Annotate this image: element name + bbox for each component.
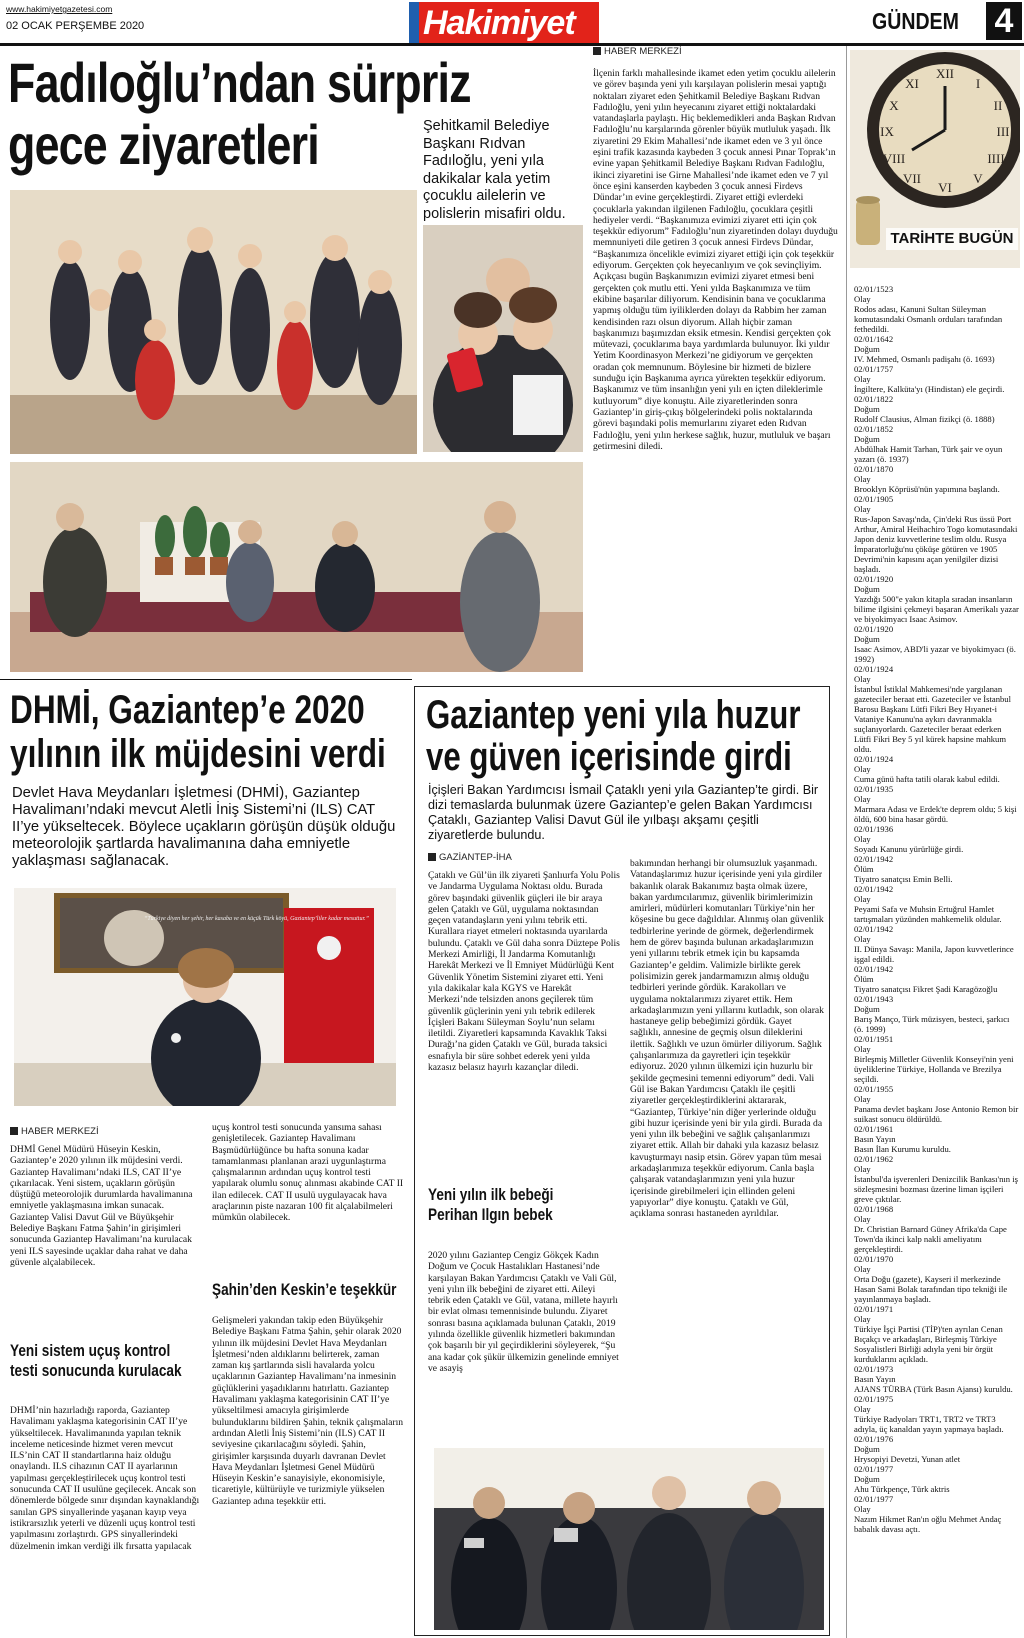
story2-sub1: Yeni sistem uçuş kontrol testi sonucunda kurulacak [10, 1341, 182, 1380]
history-entry-text: II. Dünya Savaşı: Manila, Japon kuvvetlerince işgal edildi. [854, 944, 1014, 964]
history-entry-type: Olay [854, 834, 871, 844]
website-url[interactable]: www.hakimiyetgazetesi.com [6, 4, 113, 14]
history-entry-date: 02/01/1977 [854, 1464, 894, 1474]
history-entry-type: Doğum [854, 1004, 880, 1014]
history-entry-date: 02/01/1973 [854, 1364, 894, 1374]
history-entry [854, 994, 1020, 1034]
logo-accent [409, 2, 419, 44]
story2-sub2: Şahin’den Keskin’e teşekkür [212, 1280, 397, 1299]
header-rule [0, 43, 1024, 46]
history-entry-text: Cuma günü hafta tatili olarak kabul edildi. [854, 774, 1000, 784]
photo-family-visit [10, 190, 417, 454]
history-entry-date: 02/01/1975 [854, 1394, 894, 1404]
history-entry-date: 02/01/1962 [854, 1154, 894, 1164]
history-entry-type: Olay [854, 1044, 871, 1054]
history-entry-text: Tiyatro sanatçısı Emin Belli. [854, 874, 953, 884]
history-entry [854, 1464, 1020, 1494]
sidebar-label: TARİHTE BUGÜN [886, 228, 1018, 250]
history-entry-type: Ölüm [854, 864, 874, 874]
svg-text:VIII: VIII [882, 151, 906, 166]
history-entry [854, 334, 1020, 364]
history-entry-text: Tiyatro sanatçısı Fikret Şadi Karagözoğlu [854, 984, 998, 994]
history-entry-date: 02/01/1642 [854, 334, 894, 344]
history-entry-date: 02/01/1968 [854, 1204, 894, 1214]
history-entry-type: Doğum [854, 404, 880, 414]
svg-text:VI: VI [938, 180, 952, 195]
story1-headline-line1: Fadıloğlu’ndan sürpriz [8, 51, 471, 114]
history-entry-type: Olay [854, 474, 871, 484]
history-entry-text: IV. Mehmed, Osmanlı padişahı (ö. 1693) [854, 354, 995, 364]
story3-col1: Çataklı ve Gül’ün ilk ziyareti Şanlıurfa Yolu Polis ve Jandarma Uygulama Noktası oldu. Burada görev başındaki güvenlik güçleri ile bir araya gelen Çataklı ve Gül, uygulama noktasından geçen vatandaşların yeni yılını tebrik etti. Kurallara riayet etmeleri noktasında uyarılarda bulundu. Çataklı ve Gül daha sonra Düztepe Polis Merkezi Amirliği, İl Jandarma Komutanlığı Harekât Merkezi ve İl Emniyet Müdürlüğü Kent Güvenlik Yönetim Sistemini ziyaret etti. Yeni yıla dakikalar kala KGYS ve Harekât Merkezi’nde telsizden anons geçilerek tüm güvenlik güçlerinin yeni yılı tebrik edilerek İçişleri Bakanı Süleyman Soylu’nun selamı iletildi. Ziyaretleri kapsamında Kavaklık Taksi Durağı’na giden Çataklı ve Gül, burada taksici esnafıyla bir süre sohbet ederek yeni yılda kazasız belasız hayırlı kazançlar diledi. [428, 870, 620, 1074]
svg-text:III: III [996, 124, 1010, 139]
history-entry-type: Doğum [854, 1444, 880, 1454]
story3-sub1: Yeni yılın ilk bebeği Perihan Ilgın bebek [428, 1185, 554, 1224]
history-entry-type: Olay [854, 1404, 871, 1414]
story3-col1b: 2020 yılını Gaziantep Cengiz Gökçek Kadın Doğum ve Çocuk Hastalıkları Hastanesi’nde karşılayan Bakan Yardımcısı Çataklı ve Vali Gül, yeni yılın ilk bebeğini de ziyaret etti. Aileyi tebrik eden Çataklı ve Gül, vatana, millete hayırlı bir evlat olması temennisinde bulundu. Ziyaret sonrası basına açıklamada bulunan Çataklı, 2019 yılında özellikle güvenlik hizmetleri bakımından çok başarılı bir yıl geçirdiklerini söyleyerek, “Şu ana kadar çok şükür ülkemizin genelinde emniyet ve asayiş [428, 1250, 619, 1374]
history-entry [854, 494, 1020, 574]
history-entry-type: Doğum [854, 634, 880, 644]
story1-headline-line2: gece ziyaretleri [8, 113, 319, 176]
history-entry-text: İngiltere, Kalküta'yı (Hindistan) ele geçirdi. [854, 384, 1005, 394]
history-entry-type: Olay [854, 1094, 871, 1104]
history-entry-date: 02/01/1822 [854, 394, 894, 404]
history-entry [854, 964, 1020, 994]
history-list [854, 284, 1020, 1638]
story2-col1b: DHMİ’nin hazırladığı raporda, Gaziantep Havalimanı yaklaşma kategorisinin CAT II’ye yükseltilecek. Havalimanında yapılan teknik inceleme neticesinde hizmet veren mevcut ILS’nin CAT II standartlarına haiz olduğu onaylandı. ILS cihazının CAT II ayarlarının yapılması gerçekleştirilecek uçuş kontrol testi sonucunda CAT II usulüne geçilecek. Ancak son dönemlerde bölgede sınır dışından kaynaklandığı sanılan GPS sinyallerinde yaşanan kayıp veya istikrarsızlık yeterli ve düzenli uçuş kontrol testi yapılmasını zorlaştırdı. GPS sinyallerindeki düzelmenin imkan verdiği ilk fırsatta yapılacak [10, 1405, 200, 1552]
story2-headline-line1: DHMİ, Gaziantep’e 2020 [10, 688, 365, 732]
history-entry-text: Birleşmiş Milletler Güvenlik Konseyi'nin yeni üyeliklerine Türkiye, Hollanda ve Brezilya seçildi. [854, 1054, 1014, 1084]
svg-text:IIII: IIII [987, 151, 1005, 166]
story1-deck: Şehitkamil Belediye Başkanı Rıdvan Fadıloğlu, yeni yıla dakikalar kala yetim çocuklu ailelerin ve polislerin misafiri oldu. [423, 118, 566, 222]
clock-illustration [850, 50, 1020, 268]
history-entry-type: Olay [854, 794, 871, 804]
history-entry [854, 1084, 1020, 1124]
issue-date: 02 OCAK PERŞEMBE 2020 [6, 20, 145, 32]
history-entry-date: 02/01/1757 [854, 364, 894, 374]
history-entry-text: Orta Doğu (gazete), Kayseri il merkezinde Hasan Sami Bolak tarafından tipo tekniği ile yayınlanmaya başladı. [854, 1274, 1008, 1304]
history-entry [854, 754, 1020, 784]
history-entry-date: 02/01/1852 [854, 424, 894, 434]
svg-text:IX: IX [880, 124, 894, 139]
history-entry-date: 02/01/1942 [854, 964, 894, 974]
history-entry-text: Basın İlan Kurumu kuruldu. [854, 1144, 951, 1154]
history-entry-text: İstanbul İstiklal Mahkemesi'nde yargılanan gazeteciler beraat etti. Gazeteciler ve İstanbul Barosu Başkanı Lütfi Fikri Bey Hıyanet-i Vataniye Kanunu'na aykırı davranmakla suçlanıyorlardı. Gazeteciler beraat ederken Lütfi Fikri Bey 5 yıl kürek hapsine mahkum oldu. [854, 684, 1011, 754]
history-entry [854, 624, 1020, 664]
history-entry-type: Olay [854, 1264, 871, 1274]
history-entry-type: Olay [854, 894, 871, 904]
history-entry-text: Soyadı Kanunu yürürlüğe girdi. [854, 844, 964, 854]
history-entry-text: Rus-Japon Savaşı'nda, Çin'deki Rus üssü Port Arthur, Amiral Heihachiro Togo komutasındaki Japon deniz kuvvetlerine teslim oldu. Rusya İmparatorluğu'nu çöküşe götüren ve 1905 Devrimi'nin kapısını açan yenilgiler dizisi başladı. [854, 514, 1018, 574]
history-entry [854, 1204, 1020, 1254]
story1-body: İlçenin farklı mahallesinde ikamet eden yetim çocuklu ailelerin ve görev başında yeni yılı karşılayan polislerin mesai yaptığı noktaları ziyaret eden Şehitkamil Belediye Başkanı Rıdvan Fadıloğlu, yeni yılın heyecanını ziyaret ettiği noktalardaki vatandaşlarla paylaştı. Hiç beklemedikleri anda Başkan Rıdvan Fadıloğlu’nu karşılarında görenler büyük mutluluk yaşadı. İlk ziyaretini 29 Ekim Mahallesi’nde ikamet eden ve 3 yıl önce eşini trafik kazasında kaybeden 3 çocuk annesi Pınar Toprak’ın evine yapan Şehitkamil Belediye Başkanı Rıdvan Fadıloğlu, ikinci ziyaretini ise Girne Mahallesi’nde ikamet eden ve 7 yıl önce eşini kanserden kaybeden 3 çocuk annesi Firdevs Dündar’ın evine gerçekleştirdi. Ziyaret ettiği evlerdeki çocuklarla yakından ilgilenen Fadıloğlu, çocuklara çeşitli hediyeler verdi. “Başkanımıza evimizi ziyaret etti için çok teşekkür ediyorum” Fadıloğlu’nun ziyaretinden dolayı duyduğu memnuniyeti dile getiren 3 çocuk annesi Firdevs Dündar, “Başkanımıza öncelikle evimizi ziyaret ettiği için çok teşekkür ediyorum. Gerçekten çok heyecanlıyım ve çok sevinçliyim. Açıkçası bugün Başkanımızın evimizi ziyaret etmesi beni gerçekten çok mutlu etti. Yeni yılda Başkanımıza ve tüm ekibine başarılar diliyorum. Kendisinin bana ve çocuklarıma yapmış olduğu tüm iyiliklerden dolayı da Rabbim her zaman kendisinden razı olsun diyorum. Allah hiçbir zaman başkanımızı başımızdan eksik etmesin. Kendisi gerçekten çok mütevazi, çocuklarıma baya yardımlarda bulunuyor. İki yıldır Yetim Koordinasyon Merkezi’ne gidiyorum ve gerçekten oradan çok memnunum. Böylesine bir hizmeti de bizlere sunduğu için Başkanıma ayrıca yürekten teşekkür ediyorum. Başkanımız ve tüm insanlığın yeni yılı en içten dileklerimle kutluyorum” diye konuştu. Aile ziyaretlerinden sonra Gaziantep’in giriş-çıkış bölgelerindeki polis noktalarında görevi başındaki polis memurlarını ziyaret eden Rıdvan Fadıloğlu, yeni yılın herkese sağlık, huzur, mutluluk ve başarı getirmesini diledi. [593, 68, 838, 452]
page-number: 4 [986, 2, 1022, 40]
story3-headline-line1: Gaziantep yeni yıla huzur [426, 693, 801, 737]
history-entry [854, 574, 1020, 624]
svg-text:XI: XI [905, 76, 919, 91]
history-entry [854, 854, 1020, 884]
history-entry-type: Ölüm [854, 974, 874, 984]
history-entry [854, 1364, 1020, 1394]
history-entry-type: Basın Yayın [854, 1134, 896, 1144]
history-entry-date: 02/01/1943 [854, 994, 894, 1004]
history-entry-text: Barış Manço, Türk müzisyen, besteci, şarkıcı (ö. 1999) [854, 1014, 1010, 1034]
history-entry-type: Olay [854, 374, 871, 384]
logo-text: Hakimiyet [423, 4, 575, 42]
history-entry [854, 884, 1020, 924]
history-entry [854, 464, 1020, 494]
history-entry-text: Marmara Adası ve Erdek'te deprem oldu; 5 kişi öldü, 600 bina hasar gördü. [854, 804, 1017, 824]
history-entry-type: Olay [854, 504, 871, 514]
history-entry [854, 1154, 1020, 1204]
photo-selfie [423, 225, 583, 452]
photo-police-visit [434, 1448, 824, 1630]
history-entry-date: 02/01/1942 [854, 884, 894, 894]
history-entry-type: Olay [854, 1164, 871, 1174]
masthead-logo[interactable] [409, 2, 599, 44]
history-entry-date: 02/01/1920 [854, 574, 894, 584]
history-entry-type: Basın Yayın [854, 1374, 896, 1384]
history-entry-date: 02/01/1955 [854, 1084, 894, 1094]
history-entry-type: Olay [854, 1314, 871, 1324]
history-entry-type: Olay [854, 764, 871, 774]
svg-text:II: II [993, 98, 1003, 113]
history-entry [854, 1494, 1020, 1534]
svg-text:VII: VII [902, 171, 922, 186]
history-entry-date: 02/01/1951 [854, 1034, 894, 1044]
story2-headline-line2: yılının ilk müjdesini verdi [10, 732, 386, 776]
history-entry [854, 784, 1020, 824]
history-entry [854, 394, 1020, 424]
history-entry-text: Hrysopiyi Devetzi, Yunan atlet [854, 1454, 961, 1464]
history-entry-text: Rudolf Clausius, Alman fizikçi (ö. 1888) [854, 414, 995, 424]
history-entry-type: Doğum [854, 434, 880, 444]
history-entry-date: 02/01/1870 [854, 464, 894, 474]
history-entry-text: Rodos adası, Kanuni Sultan Süleyman komutasındaki Osmanlı orduları tarafından fethedildi. [854, 304, 1003, 334]
history-entry-type: Doğum [854, 1474, 880, 1484]
history-entry-date: 02/01/1976 [854, 1434, 894, 1444]
history-entry-type: Olay [854, 934, 871, 944]
history-entry-text: Abdülhak Hamit Tarhan, Türk şair ve oyun yazarı (ö. 1937) [854, 444, 1003, 464]
history-entry [854, 364, 1020, 394]
history-entry-type: Olay [854, 1214, 871, 1224]
history-entry-text: İstanbul'da işverenleri Denizcilik Bankası'nın iş sözleşmesini bozması üzerine liman işçileri greve çıktılar. [854, 1174, 1018, 1204]
history-entry-type: Doğum [854, 344, 880, 354]
story2-col2: uçuş kontrol testi sonucunda yansıma sahası genişletilecek. Gaziantep Havalimanı Başmüdürlüğünce bu hafta sonuna kadar tamamlanması planlanan arazi uygunlaştırma çalışmalarının ardından uçuş kontrol testi yapılarak olumlu sonuç alınması akabinde CAT II ilan edilecek. CAT II usulü uygulayacak hava araçlarının piste nazaran 100 fit alçalabilmeleri mümkün olabilecek. [212, 1122, 404, 1224]
history-entry [854, 824, 1020, 854]
history-entry [854, 424, 1020, 464]
history-entry [854, 284, 1020, 334]
story1-kicker: HABER MERKEZİ [593, 46, 682, 57]
story3-kicker: GAZİANTEP-İHA [428, 852, 512, 863]
history-entry-text: Dr. Christian Barnard Güney Afrika'da Cape Town'da ikinci kalp nakli ameliyatını gerçekleştirdi. [854, 1224, 1007, 1254]
history-entry [854, 1254, 1020, 1304]
story3-deck: İçişleri Bakan Yardımcısı İsmail Çataklı yeni yıla Gaziantep’te girdi. Bir dizi temaslarda bulunmak üzere Gaziantep’e gelen Bakan Yardımcısı Çataklı, Gaziantep Valisi Davut Gül ile yılbaşı akşamı çeşitli ziyaretlerde bulundu. [428, 783, 819, 842]
history-entry-text: Nazım Hikmet Ran'ın oğlu Mehmet Andaç babalık davası açtı. [854, 1514, 1002, 1534]
photo-home-visit [10, 462, 583, 672]
history-entry-text: Türkiye İşçi Partisi (TİP)'ten ayrılan Cenan Bıçakçı ve arkadaşları, Birleşmiş Türkiye Sosyalistleri Birliği adıyla yeni bir örgüt kurduklarını açıkladı. [854, 1324, 1003, 1364]
svg-text:V: V [973, 171, 983, 186]
history-entry-date: 02/01/1942 [854, 924, 894, 934]
history-entry-date: 02/01/1920 [854, 624, 894, 634]
history-entry-type: Doğum [854, 584, 880, 594]
history-entry [854, 1434, 1020, 1464]
story2-col2b: Gelişmeleri yakından takip eden Büyükşehir Belediye Başkanı Fatma Şahin, şehir olarak 2020 yılının ilk müjdesini Devlet Hava Meydanları İşletmesi’nden aldıklarını belirterek, zaman zaman kış şartlarında sisli havalarda yolcu uçaklarının Gaziantep Havalimanı’na inmesinin güçlüklerini yaşadıklarını hatırlattı. Gaziantep Havalimanı yaklaşma kategorisinin CAT II’ye yükseltilmesi amacıyla girişimlerde bulunduklarını bildiren Şahin, teknik çalışmaların ardından Aletli İniş Sistemi’nin (ILS) CAT II seviyesine çıkarılacağını söyledi. Şahin, girişimler karşısında duyarlı davranan Devlet Hava Meydanları İşletmesi Genel Müdürü Hüseyin Keskin’e sanayisiyle, ekonomisiyle, ticaretiyle, kültürüyle ve turizmiyle yükselen Gaziantep adına teşekkür etti. [212, 1315, 404, 1507]
svg-text:I: I [975, 76, 981, 91]
history-entry-text: Isaac Asimov, ABD'li yazar ve biyokimyacı (ö. 1992) [854, 644, 1016, 664]
history-entry [854, 1034, 1020, 1084]
history-entry-date: 02/01/1971 [854, 1304, 894, 1314]
history-entry-text: Panama devlet başkanı Jose Antonio Remon bir suikast sonucu öldürüldü. [854, 1104, 1019, 1124]
history-entry-date: 02/01/1977 [854, 1494, 894, 1504]
history-entry-date: 02/01/1970 [854, 1254, 894, 1264]
portrait-quote: “Türkiye diyen her şehir, her kasaba ve en küçük Türk köyü, Gaziantep’liler kadar mesuttur.” [144, 916, 369, 922]
story3-headline-line2: ve güven içerisinde girdi [426, 735, 792, 779]
history-entry-date: 02/01/1924 [854, 754, 894, 764]
history-entry [854, 1394, 1020, 1434]
history-entry-text: Ahu Türkpençe, Türk aktris [854, 1484, 950, 1494]
divider-left [0, 679, 412, 680]
history-entry-type: Olay [854, 674, 871, 684]
story3-col2: bakımından herhangi bir olumsuzluk yaşanmadı. Vatandaşlarımız huzur içerisinde yeni yıla girdiler bakanlık olarak Bakanımız başta olmak üzere, bakan yardımcılarımız, güvenlik birimlerimizin amirleri, müdürleri komutanları Türkiye’nin her köşesine bu gece dağıldılar. Alınmış olan güvenlik tedbirlerine yerinde de görmek, değerlendirmek hem de görev başında bulunan arkadaşlarımızın yeni yıllarını tebrik etmek için bu kapsamda Gaziantep’e geldim. Valimizle birlikte gerek polisimizin gerek jandarmamızın almış olduğu tedbirleri yerinde gördük. Karakolları ve uygulama noktalarımızı ziyaret ettik. Hem arkadaşlarımızın yeni yıllarını kutladık, son olarak hastaneye gelip bebeğimizi gördük. Gayet sağlıklı, annesine de geçmiş olsun dileklerini ilettik. Sağlıklı ve uzun ömürler diliyorum. Sağlık çalışanlarımıza da gayretleri için teşekkür ediyoruz. 2020 yılının ülkemizi için huzurlu bir şekilde geçmesini temenni ediyorum” dedi. Vali Gül ise Bakan Yardımcısı Çataklı ile çeşitli ziyaretler gerçekleştirdiklerini aktararak, “Gaziantep, Türkiye’nin diğer yerlerinde olduğu gibi huzur içerisinde yeni bir yıla girdi. Burada da yeni yılın ilk bebeğini ve sağlık çalışanlarımızı ziyaret ettik. Allah bir dahaki yıla kazasız belasız kavuşturmayı nasip etsin. Görev yapan tüm mesai arkadaşlarımıza teşekkür ediyorum. Canla başla çalışarak vatandaşlarımızın yeni yıla huzur içerisinde girebilmeleri için ellinden geleni yapıyorlar” diye konuştu. Çataklı ve Gül, açıklama sonrası hastaneden ayrıldılar. [630, 858, 824, 1220]
photo-mayor-office [14, 888, 396, 1106]
history-entry [854, 1304, 1020, 1364]
history-entry-text: Türkiye Radyoları TRT1, TRT2 ve TRT3 adıyla, üç kanaldan yayın yapmaya başladı. [854, 1414, 1004, 1434]
history-entry-date: 02/01/1936 [854, 824, 894, 834]
history-entry [854, 664, 1020, 754]
history-entry-text: Brooklyn Köprüsü'nün yapımına başlandı. [854, 484, 1000, 494]
history-entry-text: Peyami Safa ve Muhsin Ertuğrul Hamlet tartışmaları yüzünden mahkemelik oldular. [854, 904, 1002, 924]
story2-deck: Devlet Hava Meydanları İşletmesi (DHMİ), Gaziantep Havalimanı’ndaki mevcut Aletli İniş Sistemi’ni (ILS) CAT II’ye yükseltecek. Böylece uçakların görüşün düşük olduğu meteorolojik şartlarda havalimanına daha emniyetle yaklaşması sağlanacak. [12, 785, 396, 869]
history-entry-date: 02/01/1905 [854, 494, 894, 504]
svg-text:XII: XII [935, 66, 955, 81]
history-entry-text: AJANS TÜRBA (Türk Basın Ajansı) kuruldu. [854, 1384, 1013, 1394]
story2-kicker: HABER MERKEZİ [10, 1126, 99, 1137]
svg-text:X: X [889, 98, 899, 113]
history-entry [854, 1124, 1020, 1154]
sidebar-divider [846, 46, 847, 1638]
history-entry-text: Yazdığı 500"e yakın kitapla sıradan insanların bilime ilgisini çekmeyi başaran Amerikalı yazar ve biyokimyacı Isaac Asimov. [854, 594, 1019, 624]
history-entry-date: 02/01/1924 [854, 664, 894, 674]
history-entry-date: 02/01/1935 [854, 784, 894, 794]
history-entry-type: Olay [854, 1504, 871, 1514]
section-title: GÜNDEM [872, 8, 959, 34]
history-entry [854, 924, 1020, 964]
history-entry-date: 02/01/1961 [854, 1124, 894, 1134]
history-entry-type: Olay [854, 294, 871, 304]
history-entry-date: 02/01/1523 [854, 284, 894, 294]
history-entry-date: 02/01/1942 [854, 854, 894, 864]
story2-col1: DHMİ Genel Müdürü Hüseyin Keskin, Gaziantep’e 2020 yılının ilk müjdesini verdi. Gaziantep Havalimanı’ndaki ILS, CAT II’ye çıkarılacak. Yeni sistem, uçakların görüşün düştüğü meteorolojik durumlarda havalimanına emniyetle yaklaşmasına imkan sunacak. Gaziantep Valisi Davut Gül ve Büyükşehir Belediye Başkanı Fatma Şahin’in girişimleri sonucunda Gaziantep Havalimanı’na kurulacak yeni ILS sayesinde uçaklar daha rahat ve daha güvenle alçalabilecek. [10, 1144, 193, 1268]
